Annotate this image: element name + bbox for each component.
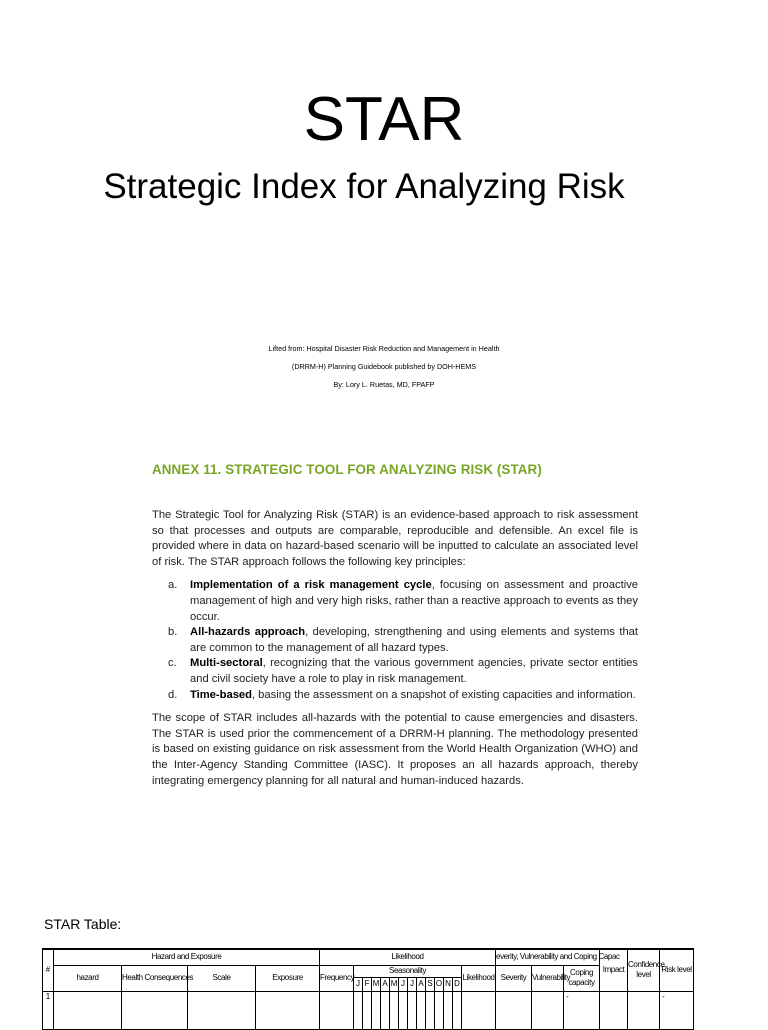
principle-item xyxy=(168,656,638,687)
principle-text: , focusing on assessment and proactive management of high and very high risks, rather than a reactive approach to events as they occur. xyxy=(190,579,639,623)
col-risk-level: Risk level xyxy=(660,949,694,991)
month-cell: A xyxy=(381,977,390,991)
row-number: 1 xyxy=(43,991,54,1029)
principle-text: , developing, strengthening and using elements and systems that are common to the management of all hazard types. xyxy=(190,626,638,654)
principle-label: a. xyxy=(168,579,178,592)
table-cell xyxy=(122,991,188,1029)
col-exposure: Exposure xyxy=(256,965,320,991)
credit-line: Lifted from: Hospital Disaster Risk Reduction and Management in Health xyxy=(268,344,500,353)
star-table xyxy=(42,948,694,1030)
principle-label: b. xyxy=(168,626,178,639)
annex-heading: ANNEX 11. STRATEGIC TOOL FOR ANALYZING RISK (STAR) xyxy=(152,462,542,477)
principle-text: , basing the assessment on a snapshot of existing capacities and information. xyxy=(251,688,636,701)
col-vulnerability: Vulnerability xyxy=(532,965,564,991)
principle-item xyxy=(168,688,638,704)
table-cell xyxy=(188,991,256,1029)
col-confidence: Confidence level xyxy=(628,949,660,991)
group-hazard-exposure: Hazard and Exposure xyxy=(54,949,320,965)
col-hazard: hazard xyxy=(54,965,122,991)
month-cell: J xyxy=(408,977,417,991)
group-seasonality: Seasonality xyxy=(354,965,462,977)
credit-line: By: Lory L. Ruetas, MD, FPAFP xyxy=(333,380,435,389)
principle-title: Time-based xyxy=(190,688,252,701)
annex-intro: The Strategic Tool for Analyzing Risk (STAR) is an evidence-based approach to risk assessment so that processes and outputs are comparable, reproducible and defensible. An excel file is provided where in data on hazard-based scenario will be inputted to calculate an associated level of risk. The STAR approach follows the following key principles: xyxy=(152,509,638,568)
month-cell: O xyxy=(435,977,444,991)
col-impact: Impact xyxy=(600,949,628,991)
month-cell: A xyxy=(417,977,426,991)
slide-subtitle: Strategic Index for Analyzing Risk xyxy=(103,167,625,206)
table-cell xyxy=(600,991,628,1029)
annex-body xyxy=(152,508,638,789)
table-cell xyxy=(256,991,320,1029)
col-likelihood: Likelihood xyxy=(462,965,496,991)
principle-title: Multi-sectoral xyxy=(190,657,263,670)
principle-title: Implementation of a risk management cycle xyxy=(190,579,432,592)
group-likelihood: Likelihood xyxy=(320,949,496,965)
table-cell xyxy=(496,991,532,1029)
principles-list xyxy=(152,578,638,703)
month-cell: J xyxy=(354,977,363,991)
annex-excerpt xyxy=(128,440,656,856)
col-scale: Scale xyxy=(188,965,256,991)
month-cell: S xyxy=(426,977,435,991)
col-number-header: # xyxy=(43,949,54,991)
principle-item xyxy=(168,578,639,625)
risk-cell: - xyxy=(660,991,694,1029)
col-coping-capacity: Coping capacity xyxy=(564,965,600,991)
slide-title: STAR xyxy=(303,85,465,154)
table-cell xyxy=(54,991,122,1029)
month-cell: M xyxy=(372,977,381,991)
star-table-label: STAR Table: xyxy=(44,916,122,932)
principle-text: , recognizing that the various government agencies, private sector entities and civil society have a role to play in risk management. xyxy=(190,657,638,685)
col-health-consequences: Health Consequences xyxy=(122,965,188,991)
credit-line: (DRRM-H) Planning Guidebook published by DOH-HEMS xyxy=(291,362,477,371)
month-cell: M xyxy=(390,977,399,991)
coping-cell: - xyxy=(564,991,600,1029)
principle-item xyxy=(168,625,638,656)
month-cell: D xyxy=(453,977,462,991)
table-cell xyxy=(462,991,496,1029)
month-cell: N xyxy=(444,977,453,991)
table-row xyxy=(43,991,694,1029)
annex-scope: The scope of STAR includes all-hazards with the potential to cause emergencies and disasters. The STAR is used prior the commencement of a DRRM-H planning. The methodology presented is based on existing guidance on risk assessment from the World Health Organization (WHO) and the Inter-Agency Standing Committee (IASC). It proposes an all hazards approach, thereby integrating emergency planning for all natural and human-induced hazards. xyxy=(152,712,638,787)
table-cell xyxy=(532,991,564,1029)
month-cell: F xyxy=(363,977,372,991)
credits-block xyxy=(0,340,768,394)
col-severity: Severity xyxy=(496,965,532,991)
month-cell: J xyxy=(399,977,408,991)
principle-label: d. xyxy=(168,688,178,701)
principle-title: All-hazards approach xyxy=(190,626,306,639)
group-severity: everity, Vulnerability and Coping Capac xyxy=(496,949,600,965)
principle-label: c. xyxy=(168,657,177,670)
table-cell xyxy=(628,991,660,1029)
table-cell xyxy=(320,991,354,1029)
col-frequency: Frequency xyxy=(320,965,354,991)
